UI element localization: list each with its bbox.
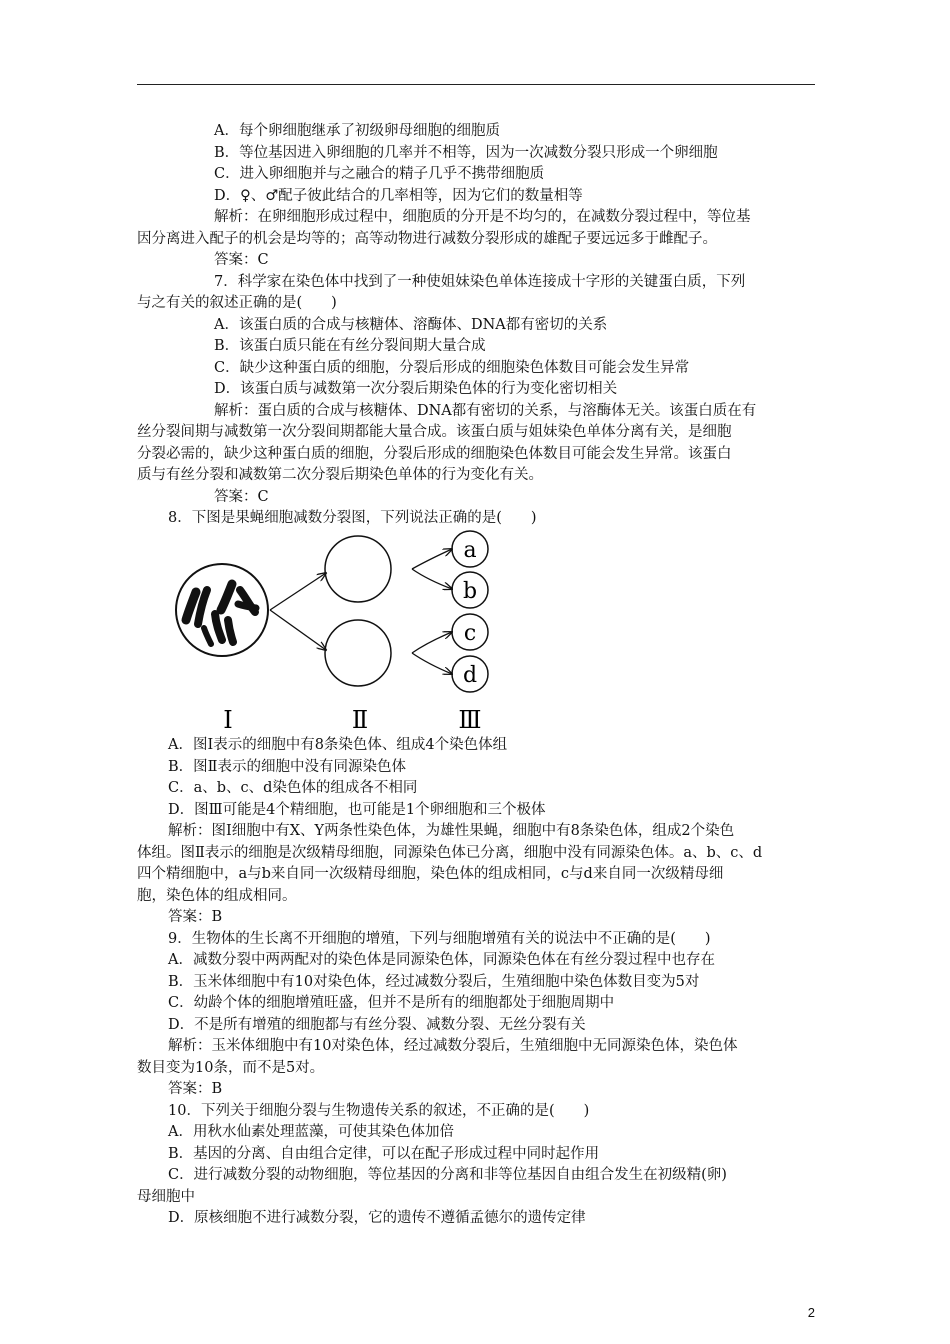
- q8-analysis: 解析：图Ⅰ细胞中有X、Y两条性染色体，为雄性果蝇，细胞中有8条染色体，组成2个染色: [168, 823, 735, 839]
- q10-option-a: A．用秋水仙素处理蓝藻，可使其染色体加倍: [168, 1124, 454, 1140]
- q7-analysis-cont2: 分裂必需的，缺少这种蛋白质的细胞，分裂后形成的细胞染色体数目可能会发生异常。该蛋白: [137, 446, 732, 462]
- cell-d-label: d: [462, 663, 478, 688]
- cell-one: [176, 564, 268, 656]
- q7-option-d: D．该蛋白质与减数第一次分裂后期染色体的行为变化密切相关: [214, 381, 618, 397]
- q6-option-c: C．进入卵细胞并与之融合的精子几乎不携带细胞质: [214, 166, 545, 182]
- q10-option-b: B．基因的分离、自由组合定律，可以在配子形成过程中同时起作用: [168, 1146, 600, 1162]
- q7-analysis-cont3: 质与有丝分裂和减数第二次分裂后期染色单体的行为变化有关。: [137, 467, 543, 483]
- q8-option-c: C．a、b、c、d染色体的组成各不相同: [168, 780, 418, 796]
- q10-option-d: D．原核细胞不进行减数分裂，它的遗传不遵循孟德尔的遗传定律: [168, 1210, 586, 1226]
- q7-answer: 答案：C: [214, 489, 269, 505]
- q7-analysis-cont1: 丝分裂间期与减数第一次分裂间期都能大量合成。该蛋白质与姐妹染色单体分离有关，是细胞: [137, 424, 732, 440]
- page-number: 2: [807, 1305, 815, 1320]
- q7-option-c: C．缺少这种蛋白质的细胞，分裂后形成的细胞染色体数目可能会发生异常: [214, 360, 690, 376]
- q7-stem-cont: 与之有关的叙述正确的是( ): [137, 295, 337, 311]
- q6-analysis-cont: 因分离进入配子的机会是均等的；高等动物进行减数分裂形成的雄配子要远远多于雌配子。: [137, 231, 717, 247]
- q10-option-c-cont: 母细胞中: [137, 1189, 195, 1205]
- stage-label-two: Ⅱ: [351, 706, 369, 734]
- q7-analysis: 解析：蛋白质的合成与核糖体、DNA都有密切的关系，与溶酶体无关。该蛋白质在有: [214, 403, 757, 419]
- chromosomes: [186, 584, 256, 644]
- stage-label-one: Ⅰ: [223, 706, 233, 734]
- q10-option-c: C．进行减数分裂的动物细胞，等位基因的分离和非等位基因自由组合发生在初级精(卵): [168, 1167, 727, 1183]
- cell-a-label: a: [463, 538, 477, 563]
- q9-answer: 答案：B: [168, 1081, 223, 1097]
- q8-answer: 答案：B: [168, 909, 223, 925]
- q6-option-b: B．等位基因进入卵细胞的几率并不相等，因为一次减数分裂只形成一个卵细胞: [214, 145, 718, 161]
- q8-option-b: B．图Ⅱ表示的细胞中没有同源染色体: [168, 759, 407, 775]
- q9-option-b: B．玉米体细胞中有10对染色体，经过减数分裂后，生殖细胞中染色体数目变为5对: [168, 974, 700, 990]
- arrow-to-cell-c: [412, 632, 452, 653]
- arrow-to-upper-cell: [270, 573, 326, 610]
- q6-option-d: D．♀、♂配子彼此结合的几率相等，因为它们的数量相等: [214, 188, 583, 204]
- q9-option-a: A．减数分裂中两两配对的染色体是同源染色体，同源染色体在有丝分裂过程中也存在: [168, 952, 715, 968]
- q9-option-d: D．不是所有增殖的细胞都与有丝分裂、减数分裂、无丝分裂有关: [168, 1017, 586, 1033]
- q8-analysis-cont2: 四个精细胞中，a与b来自同一次级精母细胞，染色体的组成相同，c与d来自同一次级精母细: [137, 866, 724, 882]
- q6-answer: 答案：C: [214, 252, 269, 268]
- q9-option-c: C．幼龄个体的细胞增殖旺盛，但并不是所有的细胞都处于细胞周期中: [168, 995, 615, 1011]
- cell-b-label: b: [462, 579, 478, 604]
- q10-stem: 10．下列关于细胞分裂与生物遗传关系的叙述，不正确的是( ): [168, 1103, 590, 1119]
- q8-option-d: D．图Ⅲ可能是4个精细胞，也可能是1个卵细胞和三个极体: [168, 802, 546, 818]
- stage-label-three: Ⅲ: [458, 706, 482, 734]
- q8-analysis-cont3: 胞，染色体的组成相同。: [137, 888, 297, 904]
- cell-c-label: c: [463, 621, 477, 646]
- q9-stem: 9．生物体的生长离不开细胞的增殖，下列与细胞增殖有关的说法中不正确的是( ): [168, 931, 711, 947]
- q7-stem: 7．科学家在染色体中找到了一种使姐妹染色单体连接成十字形的关键蛋白质，下列: [214, 274, 746, 290]
- q9-analysis: 解析：玉米体细胞中有10对染色体，经过减数分裂后，生殖细胞中无同源染色体，染色体: [168, 1038, 738, 1054]
- q7-option-a: A．该蛋白质的合成与核糖体、溶酶体、DNA都有密切的关系: [214, 317, 608, 333]
- arrow-to-cell-d: [412, 653, 452, 674]
- q8-stem: 8．下图是果蝇细胞减数分裂图，下列说法正确的是( ): [168, 510, 537, 526]
- q6-analysis: 解析：在卵细胞形成过程中，细胞质的分开是不均匀的，在减数分裂过程中，等位基: [214, 209, 751, 225]
- arrow-to-cell-b: [412, 569, 452, 589]
- q8-option-a: A．图Ⅰ表示的细胞中有8条染色体、组成4个染色体组: [168, 737, 508, 753]
- cell-two-upper: [325, 536, 391, 602]
- q9-analysis-cont: 数目变为10条，而不是5对。: [137, 1060, 325, 1076]
- arrow-to-cell-a: [412, 549, 452, 569]
- arrow-to-lower-cell: [270, 610, 326, 650]
- q6-option-a: A．每个卵细胞继承了初级卵母细胞的细胞质: [214, 123, 500, 139]
- q7-option-b: B．该蛋白质只能在有丝分裂间期大量合成: [214, 338, 486, 354]
- cell-two-lower: [325, 620, 391, 686]
- q8-analysis-cont1: 体组。图Ⅱ表示的细胞是次级精母细胞，同源染色体已分离，细胞中没有同源染色体。a、b、c、d: [137, 845, 763, 861]
